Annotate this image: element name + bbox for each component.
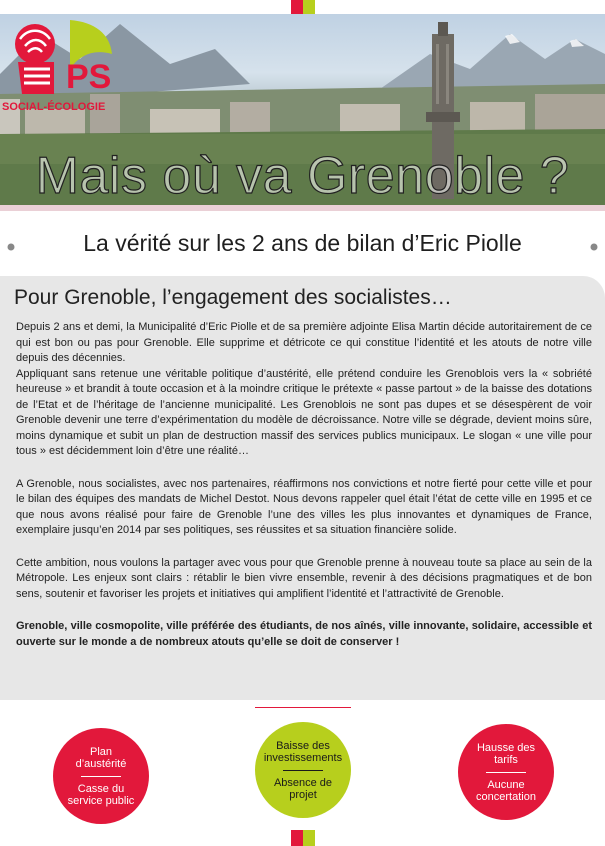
top-color-marks <box>291 0 315 14</box>
circle-bottom-text: Absence de projet <box>273 776 333 801</box>
paragraph: Cette ambition, nous voulons la partager avec vous pour que Grenoble prenne à nouveau toute sa place au sein de la Métropole. Les enjeux sont clairs : rétablir le bien vivre ensemble, revenir à des décisions pragmatiques et de bon sens, soutenir et favoriser les projets et initiatives qui amplifient l’identité et l’attractivité de Grenoble. <box>16 556 592 600</box>
ps-party-logo <box>0 14 130 114</box>
bottom-color-marks <box>291 830 315 846</box>
circle-investments <box>255 722 351 818</box>
divider <box>255 707 351 708</box>
paragraph: Depuis 2 ans et demi, la Municipalité d’Eric Piolle et de sa première adjointe Elisa Martin décide autoritairement de ce qui est bon ou pas pour Grenoble. Elle supprime et détricote ce qui constitue l’identité et les atouts de notre ville depuis des décennies. <box>16 321 592 364</box>
paragraph: Appliquant sans retenue une véritable politique d’austérité, elle prétend conduire les Grenoblois vers la « sobriété heureuse » et brandit à toute occasion et à la moindre critique le prétexte « passe partout » de la baisse des dotations de l’Etat et de l’héritage de l’ancienne municipalité. Les Grenoblois ne sont pas dupes et se désespèrent de voir Grenoble devenir une terre d’expérimentation du modèle de décroissance. Notre ville se dégrade, devient moins sûre, moins dynamique et subit un plan de destruction massif des services publics municipaux. Le slogan « une ville pour tous » est décidemment loin d’être une réalité… <box>16 367 592 457</box>
hero-banner <box>0 14 605 210</box>
circle-bottom-text: Aucune concertation <box>476 778 536 803</box>
red-mark <box>291 0 303 14</box>
circle-austerity <box>53 728 149 824</box>
green-mark <box>303 830 315 846</box>
conclusion: Grenoble, ville cosmopolite, ville préférée des étudiants, de nos aînés, ville innovante, solidaire, accessible et ouverte sur le monde a de nombreux atouts qu’elle se doit de conserver ! <box>16 620 592 648</box>
logo-tagline: SOCIAL-ÉCOLOGIE <box>2 101 106 113</box>
green-mark <box>303 0 315 14</box>
bullet-dot-icon <box>589 242 599 252</box>
paragraph: A Grenoble, nous socialistes, avec nos partenaires, réaffirmons nos convictions et notre fierté pour cette ville et pour le bilan des équipes des mandats de Michel Destot. Nous devons rappeler quel était l’état de cette ville en 1995 et ce que nous avons réalisé pour faire de Grenoble l’une des villes les plus innovantes et dynamiques de France, exemplaire jusqu’en 2014 par ses politiques, ses réussites et sa situation financière solide. <box>16 477 592 536</box>
hero-title: Mais où va Grenoble ? <box>35 147 570 205</box>
page-subtitle: La vérité sur les 2 ans de bilan d’Eric Piolle <box>83 230 522 256</box>
panel-title: Pour Grenoble, l’engagement des socialistes… <box>14 286 452 309</box>
circle-tariffs <box>458 724 554 820</box>
pink-band <box>0 205 605 211</box>
logo-party-name: PS <box>66 58 112 96</box>
circle-top-text: Hausse des tarifs <box>476 741 536 766</box>
circle-top-text: Plan d’austérité <box>75 745 127 770</box>
panel-body <box>16 320 592 650</box>
circle-bottom-text: Casse du service public <box>67 782 135 807</box>
subtitle-row <box>0 228 605 262</box>
engagement-panel <box>0 276 605 700</box>
red-mark <box>291 830 303 846</box>
circle-top-text: Baisse des investissements <box>263 739 343 764</box>
